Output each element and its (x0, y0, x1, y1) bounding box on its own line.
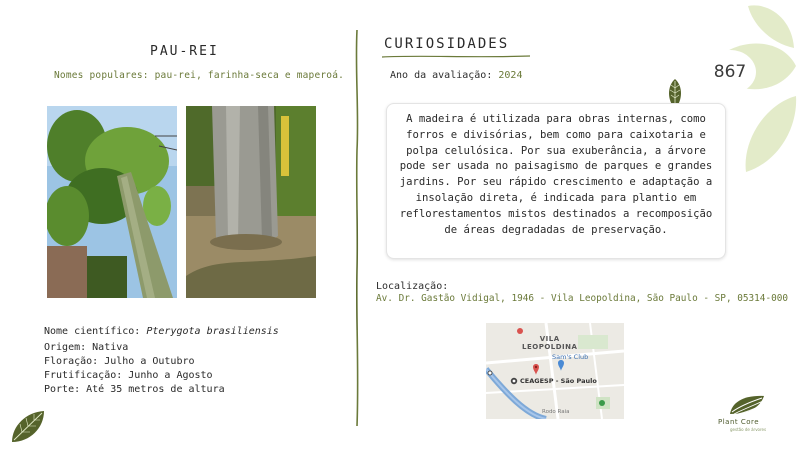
map-district-label: VILA LEOPOLDINA (522, 335, 578, 351)
species-title: PAU-REI (150, 44, 219, 59)
logo-tagline: gestão de árvores (730, 427, 767, 432)
tree-trunk-photo (186, 106, 316, 298)
location-address: Av. Dr. Gastão Vidigal, 1946 - Vila Leopoldina, São Paulo - SP, 05314-000 (376, 293, 789, 304)
location-label: Localização: (376, 281, 449, 292)
plant-core-logo-icon (726, 392, 768, 416)
origin: Origem: Nativa (44, 342, 129, 353)
size: Porte: Até 35 metros de altura (44, 384, 225, 395)
curiosities-card (386, 103, 726, 259)
scientific-name: Pterygota brasiliensis (146, 326, 279, 337)
fruiting: Frutificação: Junho a Agosto (44, 370, 213, 381)
tree-canopy-photo (47, 106, 177, 298)
evaluation-year-value: 2024 (498, 70, 523, 81)
popular-names: Nomes populares: pau-rei, farinha-seca e maperoá. (54, 70, 345, 81)
curiosities-title: CURIOSIDADES (384, 36, 510, 52)
map-place-ceagesp: CEAGESP - São Paulo (520, 377, 597, 385)
column-divider (352, 30, 362, 426)
record-number-badge: 867 (704, 50, 756, 94)
curiosities-text: A madeira é utilizada para obras internas, como forros e divisórias, bem como para caixotaria e polpa celulósica. Por sua exuberância, a árvore pode ser usada no paisagismo de parques e grandes jardins. Por seu rápido crescimento e adaptação a insolação direta, é indicada para plantio em reflorestamentos mistos destinados a recomposição de áreas degradadas de preservação. (399, 113, 713, 236)
map-place-sams: Sam's Club (552, 353, 589, 361)
decorative-leaf-bottom-left (8, 408, 48, 446)
flowering: Floração: Julho a Outubro (44, 356, 195, 367)
scientific-name-line (44, 325, 279, 339)
location-map[interactable] (486, 323, 624, 419)
title-underline (382, 54, 532, 60)
evaluation-year-label: Ano da avaliação: (390, 70, 493, 81)
map-road-label: Rodo Raia (542, 409, 570, 415)
scientific-name-label: Nome científico: (44, 326, 141, 337)
evaluation-year (390, 70, 522, 81)
logo-name: Plant Core (718, 418, 760, 426)
species-facts (44, 325, 279, 397)
